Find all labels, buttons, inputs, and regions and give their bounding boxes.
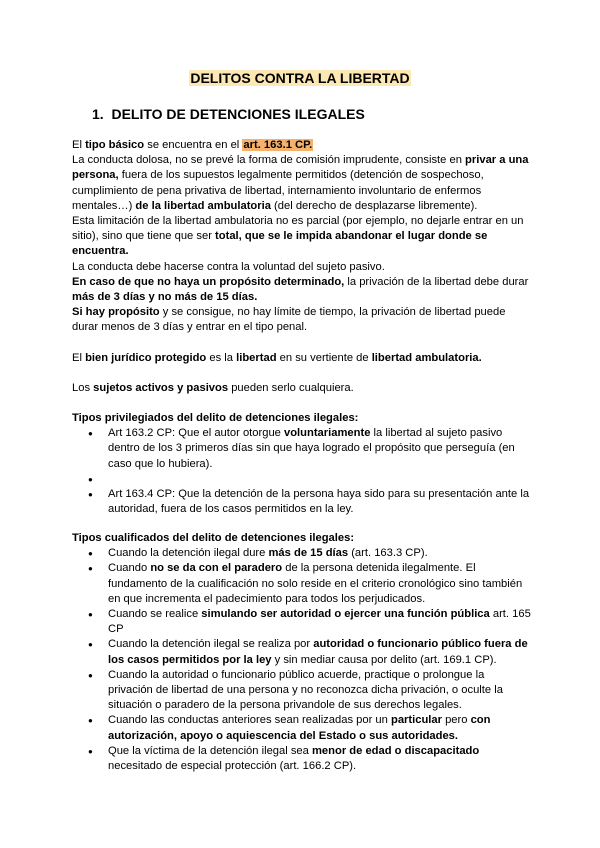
cualificados-list <box>72 546 532 774</box>
list-item: ● Cuando la autoridad o funcionario público acuerde, practique o prolongue la privación de libertad de una persona y no reconozca dicha privación, o oculte la situación o paradero de la persona privandole de sus derechos legales. <box>72 668 532 714</box>
paragraph-con-proposito: Si hay propósito y se consigue, no hay límite de tiempo, la privación de libertad puede durar menos de 3 días y entrar en el tipo penal. <box>72 306 506 334</box>
paragraph-tipo-basico: El tipo básico se encuentra en el art. 163.1 CP. <box>72 139 313 151</box>
list-item: ● Cuando la detención ilegal se realiza por autoridad o funcionario público fuera de los casos permitidos por la ley y sin mediar causa por delito (art. 169.1 CP). <box>72 637 532 667</box>
paragraph-sin-proposito: En caso de que no haya un propósito determinado, la privación de la libertad debe durar más de 3 días y no más de 15 días. <box>72 275 529 304</box>
list-item: ● Cuando las conductas anteriores sean realizadas por un particular pero con autorización, apoyo o aquiescencia del Estado o sus autoridades. <box>72 713 532 743</box>
list-item: ● Cuando no se da con el paradero de la persona detenida ilegalmente. El fundamento de la cualificación no solo reside en el criterio cronológico sino también en que incrementa el padecimiento para todos los perjudicados. <box>72 561 532 607</box>
list-item: ● Cuando se realice simulando ser autoridad o ejercer una función pública art. 165 CP <box>72 607 532 637</box>
list-item: ● Art 163.2 CP: Que el autor otorgue voluntariamente la libertad al sujeto pasivo dentro de los 3 primeros días sin que haya logrado el propósito que perseguía (en caso que lo hubiera). <box>72 426 532 472</box>
paragraph-conducta: La conducta dolosa, no se prevé la forma de comisión imprudente, consiste en privar a una persona, fuera de los supuestos legalmente permitidos (detención de sospechoso, cumplimiento de pena privativa de libertad, internamiento involuntario de enfermos mentales…) de la libertad ambulatoria (del derecho de desplazarse libremente). <box>72 154 529 212</box>
article-highlight: art. 163.1 CP. <box>243 139 313 151</box>
privilegiados-list <box>72 426 532 517</box>
cualificados-heading: Tipos cualificados del delito de detenciones ilegales: <box>72 532 355 544</box>
list-item: ● Art 163.4 CP: Que la detención de la persona haya sido para su presentación ante la autoridad, fuera de los casos permitidos en la ley. <box>72 487 532 517</box>
document-title: DELITOS CONTRA LA LIBERTAD <box>190 70 410 86</box>
intro-block <box>72 138 532 517</box>
privilegiados-heading: Tipos privilegiados del delito de detenciones ilegales: <box>72 412 359 425</box>
list-item: ● Que la víctima de la detención ilegal sea menor de edad o discapacitado necesitado de especial protección (art. 166.2 CP). <box>72 744 532 774</box>
section-heading: 1. DELITO DE DETENCIONES ILEGALES <box>92 106 365 122</box>
list-item: ● Cuando la detención ilegal dure más de 15 días (art. 163.3 CP). <box>72 546 532 561</box>
cualificados-block <box>72 531 532 774</box>
paragraph-voluntad: La conducta debe hacerse contra la voluntad del sujeto pasivo. <box>72 260 385 273</box>
paragraph-limitacion: Esta limitación de la libertad ambulatoria no es parcial (por ejemplo, no dejarle entrar en un sitio), sino que tiene que ser total, que se le impida abandonar el lugar donde se encuentra. <box>72 215 524 258</box>
paragraph-sujetos: Los sujetos activos y pasivos pueden serlo cualquiera. <box>72 381 354 394</box>
paragraph-bien-juridico: El bien jurídico protegido es la libertad en su vertiente de libertad ambulatoria. <box>72 351 482 364</box>
